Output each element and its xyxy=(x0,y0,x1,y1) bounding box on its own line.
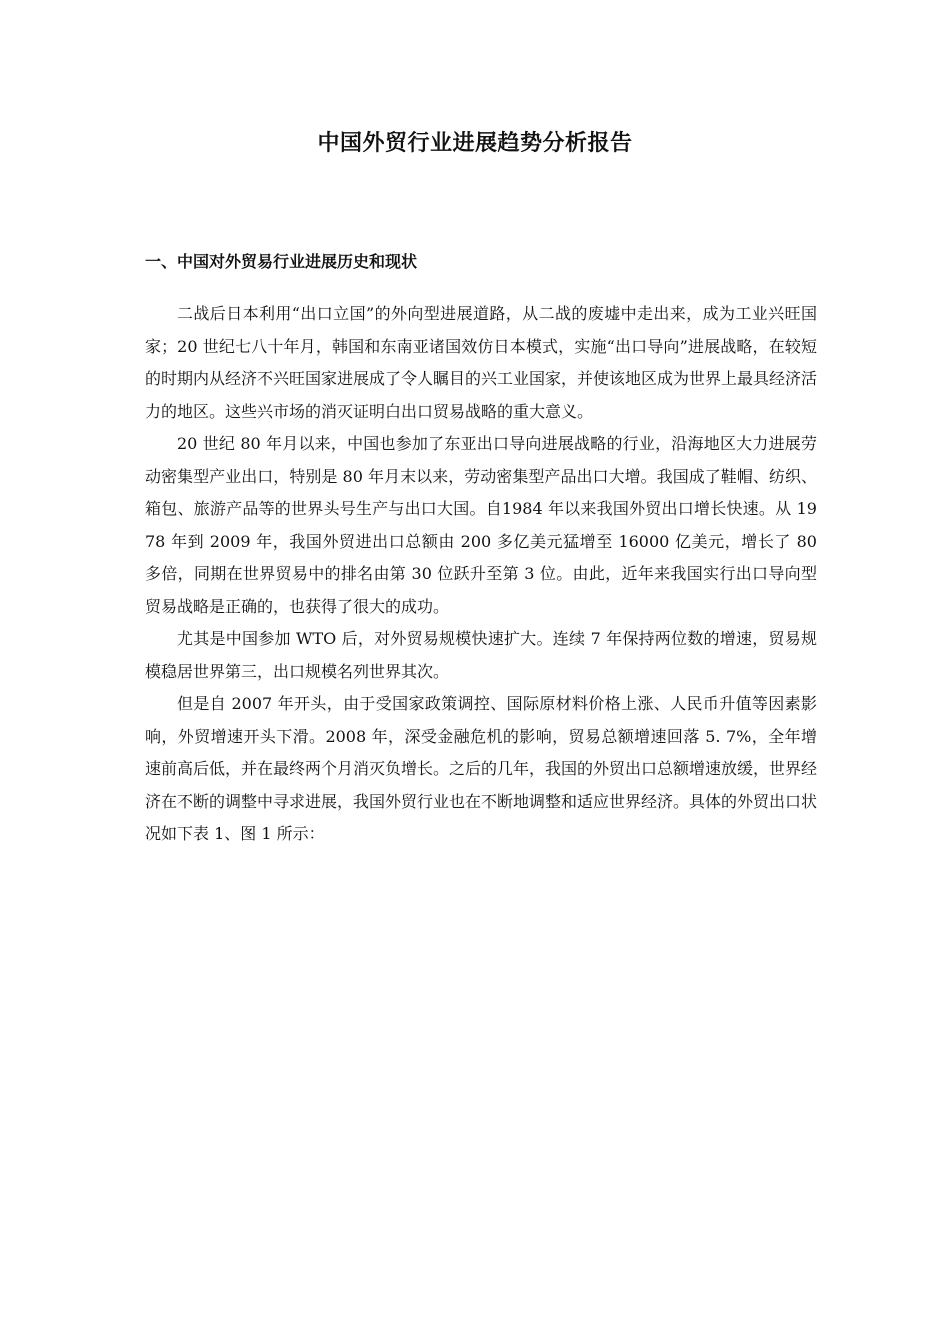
paragraph: 但是自 2007 年开头，由于受国家政策调控、国际原材料价格上涨、人民币升值等因素影响，外贸增速开头下滑。2008 年，深受金融危机的影响，贸易总额增速回落 5. 7%，全年增速前高后低，并在最终两个月消灭负增长。之后的几年，我国的外贸出口总额增速放缓，世界经济在不断的调整中寻求进展，我国外贸行业也在不断地调整和适应世界经济。具体的外贸出口状况如下表 1、图 1 所示： xyxy=(145,694,818,843)
paragraph: 20 世纪 80 年月以来，中国也参加了东亚出口导向进展战略的行业，沿海地区大力进展劳动密集型产业出口，特别是 80 年月末以来，劳动密集型产品出口大增。我国成了鞋帽、纺织、箱包、旅游产品等的世界头号生产与出口大国。自1984 年以来我国外贸出口增长快速。从 1978 年到 2009 年，我国外贸进出口总额由 200 多亿美元猛增至 16000 亿美元，增长了 80 多倍，同期在世界贸易中的排名由第 30 位跃升至第 3 位。由此，近年来我国实行出口导向型贸易战略是正确的，也获得了很大的成功。 xyxy=(145,434,817,616)
section-heading: 一、中国对外贸易行业进展历史和现状 xyxy=(145,252,418,271)
paragraph: 尤其是中国参加 WTO 后，对外贸易规模快速扩大。连续 7 年保持两位数的增速，贸易规模稳居世界第三，出口规模名列世界其次。 xyxy=(145,629,817,681)
document-title: 中国外贸行业进展趋势分析报告 xyxy=(317,131,633,156)
paragraph: 二战后日本利用“出口立国”的外向型进展道路，从二战的废墟中走出来，成为工业兴旺国家；20 世纪七八十年月，韩国和东南亚诸国效仿日本模式，实施“出口导向”进展战略，在较短的时期内从经济不兴旺国家进展成了令人瞩目的兴工业国家，并使该地区成为世界上最具经济活力的地区。这些兴市场的消灭证明白出口贸易战略的重大意义。 xyxy=(145,304,818,421)
document-body xyxy=(145,298,817,851)
